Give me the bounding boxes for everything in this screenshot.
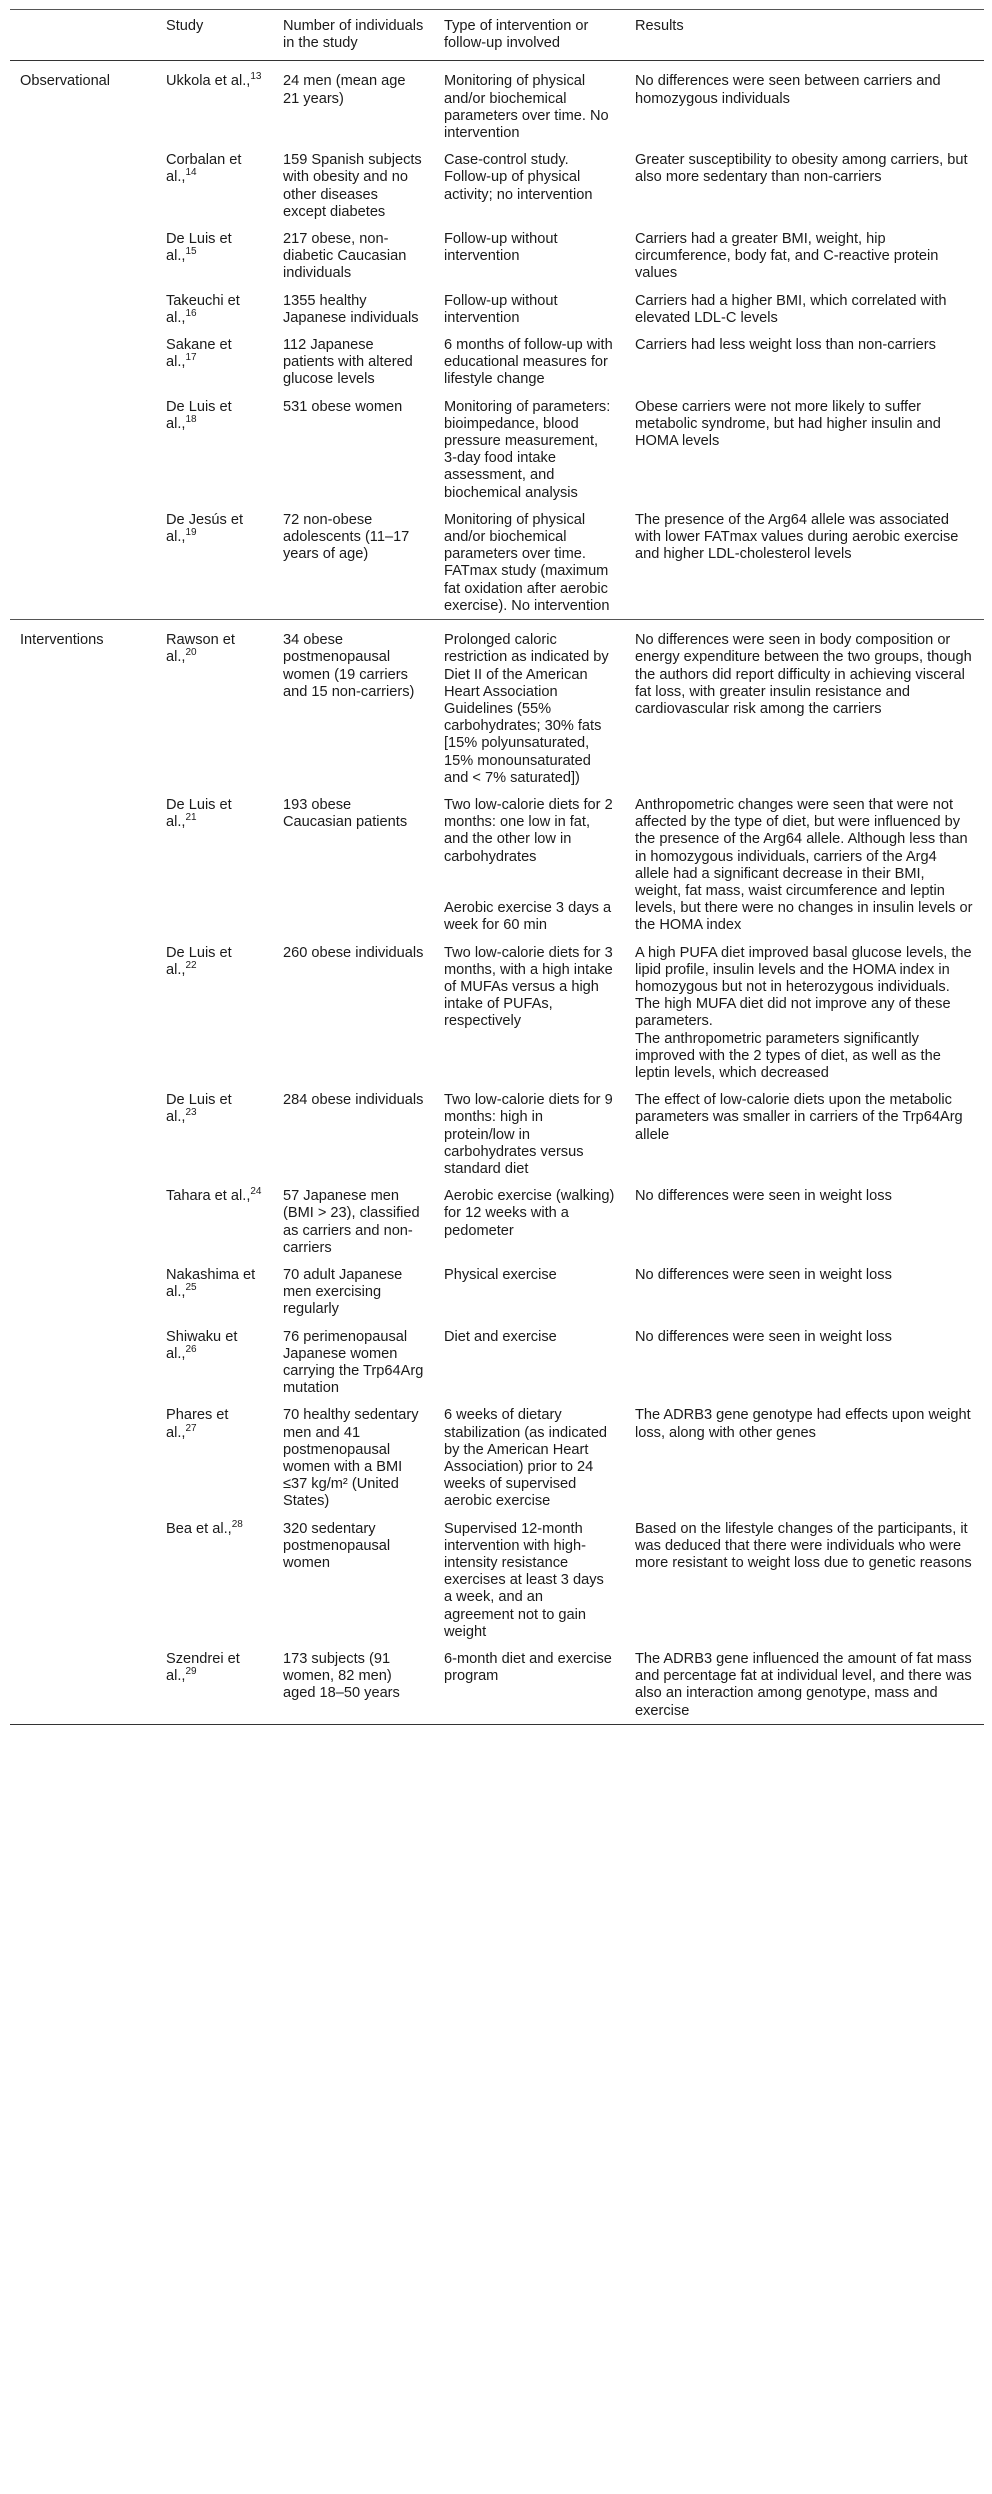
results-cell: [625, 61, 984, 146]
reference-number: 17: [185, 352, 197, 364]
study-name: Bea et al.,: [166, 1520, 232, 1537]
table-row: [10, 1515, 984, 1645]
results-cell: [625, 1323, 984, 1402]
individuals-cell: 173 subjects (91 women, 82 men) aged 18–50 years: [283, 1651, 400, 1702]
study-name: Shiwaku et al.,: [166, 1328, 238, 1362]
study-cell: [156, 287, 273, 331]
individuals-cell: 76 perimenopausal Japanese women carrying the Trp64Arg mutation: [283, 1328, 424, 1397]
table-row: [10, 146, 984, 225]
table-row: [10, 393, 984, 506]
study-name: Ukkola et al.,: [166, 73, 251, 90]
reference-number: 19: [185, 527, 197, 539]
table-row: [10, 506, 984, 620]
group-label: [10, 1261, 156, 1323]
intervention-cell: [434, 225, 625, 287]
table-row: [10, 287, 984, 331]
reference-number: 23: [185, 1107, 197, 1119]
individuals-cell: 260 obese individuals: [283, 944, 424, 961]
header-group: [10, 10, 156, 61]
results-cell: [625, 1086, 984, 1182]
reference-number: 20: [185, 647, 197, 659]
group-label: [10, 791, 156, 939]
intervention-cell: [434, 506, 625, 620]
results-text: No differences were seen in body composition or energy expenditure between the two groups, though the authors did report difficulty in achieving visceral fat loss, with greater insulin resistance and cardiovascular risk among the carriers: [635, 632, 972, 717]
reference-number: 26: [185, 1343, 197, 1355]
study-name: De Luis et al.,: [166, 1092, 232, 1126]
results-cell: [625, 1645, 984, 1724]
individuals-cell: 70 adult Japanese men exercising regularly: [283, 1267, 403, 1318]
group-label: [10, 1645, 156, 1724]
header-study: Study: [166, 18, 204, 34]
results-cell: [625, 1261, 984, 1323]
study-name: De Luis et al.,: [166, 231, 232, 265]
results-text: A high PUFA diet improved basal glucose levels, the lipid profile, insulin levels and the HOMA index in homozygous but not in heterozygous individuals. The high MUFA diet did not improve any of these parameters.: [635, 944, 972, 1030]
intervention-cell: [434, 1182, 625, 1261]
reference-number: 24: [250, 1186, 262, 1198]
intervention-cell: [434, 287, 625, 331]
study-name: Rawson et al.,: [166, 632, 235, 666]
group-label: [10, 939, 156, 1087]
results-text: Based on the lifestyle changes of the participants, it was deduced that there were individuals who were more resistant to weight loss due to genetic reasons: [635, 1520, 972, 1572]
study-cell: [156, 1323, 273, 1402]
study-name: Phares et al.,: [166, 1407, 229, 1441]
group-label: [10, 1401, 156, 1514]
table-row: [10, 61, 984, 146]
group-label: [10, 1515, 156, 1645]
results-text: Carriers had a higher BMI, which correlated with elevated LDL-C levels: [635, 292, 947, 326]
individuals-cell: 159 Spanish subjects with obesity and no other diseases except diabetes: [283, 152, 422, 220]
results-cell: [625, 1401, 984, 1514]
intervention-cell: [434, 393, 625, 506]
group-label: [10, 1086, 156, 1182]
table-row: [10, 1086, 984, 1182]
results-text: Carriers had a greater BMI, weight, hip circumference, body fat, and C-reactive protein values: [635, 231, 939, 282]
results-text: No differences were seen in weight loss: [635, 1267, 892, 1283]
intervention-text: Two low-calorie diets for 2 months: one low in fat, and the other low in carbohydrates: [444, 796, 613, 865]
intervention-cell: [434, 146, 625, 225]
individuals-cell: 34 obese postmenopausal women (19 carriers and 15 non-carriers): [283, 632, 415, 700]
results-text: Obese carriers were not more likely to suffer metabolic syndrome, but had higher insulin and HOMA levels: [635, 398, 941, 450]
intervention-text: Monitoring of physical and/or biochemical parameters over time. FATmax study (maximum fat oxidation after aerobic exercise). No intervention: [444, 511, 610, 614]
results-cell: [625, 393, 984, 506]
reference-number: 25: [185, 1282, 197, 1294]
intervention-cell: [434, 1401, 625, 1514]
study-cell: [156, 506, 273, 620]
study-cell: [156, 393, 273, 506]
intervention-text: Monitoring of parameters: bioimpedance, blood pressure measurement, 3-day food intake assessment, and biochemical analysis: [444, 398, 611, 501]
results-cell: [625, 791, 984, 939]
reference-number: 18: [185, 414, 197, 425]
table-row: [10, 1645, 984, 1724]
group-label: Observational: [20, 73, 111, 90]
intervention-cell: [434, 1323, 625, 1402]
studies-table-container: [10, 9, 984, 1725]
individuals-cell: 217 obese, non-diabetic Caucasian individuals: [283, 231, 407, 282]
results-cell: [625, 225, 984, 287]
group-label: [10, 1323, 156, 1402]
study-name: Szendrei et al.,: [166, 1651, 240, 1685]
study-cell: [156, 939, 273, 1087]
intervention-cell: [434, 331, 625, 393]
individuals-cell: 24 men (mean age 21 years): [283, 73, 406, 107]
individuals-cell: 284 obese individuals: [283, 1092, 424, 1109]
intervention-text: Two low-calorie diets for 3 months, with a high intake of MUFAs versus a high intake of PUFAs, respectively: [444, 944, 613, 1030]
reference-number: 13: [250, 71, 262, 83]
reference-number: 16: [185, 307, 197, 319]
table-row: [10, 791, 984, 939]
intervention-cell: [434, 1515, 625, 1645]
reference-number: 28: [231, 1518, 243, 1530]
individuals-cell: 112 Japanese patients with altered glucose levels: [283, 337, 413, 388]
individuals-cell: 193 obese Caucasian patients: [283, 796, 408, 831]
results-cell: [625, 1515, 984, 1645]
reference-number: 27: [185, 1422, 197, 1434]
intervention-cell: [434, 939, 625, 1087]
intervention-text: Case-control study. Follow-up of physical activity; no intervention: [444, 152, 593, 203]
study-name: De Luis et al.,: [166, 796, 232, 831]
study-name: De Luis et al.,: [166, 398, 232, 432]
study-cell: [156, 61, 273, 146]
study-name: Nakashima et al.,: [166, 1267, 256, 1301]
group-label: [10, 331, 156, 393]
results-cell: [625, 287, 984, 331]
results-text: No differences were seen in weight loss: [635, 1328, 892, 1345]
intervention-cell: [434, 1261, 625, 1323]
table-row: [10, 225, 984, 287]
intervention-text: Physical exercise: [444, 1267, 557, 1283]
study-cell: [156, 1182, 273, 1261]
individuals-cell: 531 obese women: [283, 398, 403, 415]
intervention-text: Aerobic exercise (walking) for 12 weeks with a pedometer: [444, 1188, 615, 1239]
header-results: Results: [635, 18, 684, 34]
study-cell: [156, 1401, 273, 1514]
study-cell: [156, 1261, 273, 1323]
intervention-text: 6 months of follow-up with educational measures for lifestyle change: [444, 337, 613, 388]
group-label: [10, 1182, 156, 1261]
group-label: [10, 287, 156, 331]
intervention-text: Two low-calorie diets for 9 months: high in protein/low in carbohydrates versus standard diet: [444, 1092, 613, 1177]
table-header: [10, 10, 984, 61]
reference-number: 21: [185, 812, 197, 824]
study-name: Tahara et al.,: [166, 1188, 251, 1205]
individuals-cell: 70 healthy sedentary men and 41 postmenopausal women with a BMI ≤37 kg/m² (United States): [283, 1407, 419, 1510]
individuals-cell: 1355 healthy Japanese individuals: [283, 292, 419, 326]
intervention-text: Diet and exercise: [444, 1328, 557, 1345]
intervention-text: 6 weeks of dietary stabilization (as indicated by the American Heart Association) prior to 24 weeks of supervised aerobic exercise: [444, 1407, 608, 1510]
table-body: [10, 61, 984, 1724]
results-cell: [625, 620, 984, 791]
study-cell: [156, 146, 273, 225]
intervention-text-secondary: Aerobic exercise 3 days a week for 60 min: [444, 899, 612, 933]
study-name: Sakane et al.,: [166, 337, 232, 371]
reference-number: 22: [185, 959, 197, 971]
individuals-cell: 320 sedentary postmenopausal women: [283, 1520, 391, 1572]
intervention-text: 6-month diet and exercise program: [444, 1651, 612, 1685]
results-cell: [625, 1182, 984, 1261]
study-name: De Luis et al.,: [166, 944, 232, 978]
header-intervention: Type of intervention or follow-up involved: [444, 18, 589, 52]
results-cell: [625, 506, 984, 620]
table-row: [10, 1401, 984, 1514]
intervention-text: Follow-up without intervention: [444, 292, 558, 326]
study-name: Takeuchi et al.,: [166, 292, 240, 326]
intervention-text: Prolonged caloric restriction as indicated by Diet II of the American Heart Association Guidelines (55% carbohydrates; 30% fats [15% polyunsaturated, 15% monounsaturated and < 7% saturated]): [444, 632, 609, 786]
results-text: The effect of low-calorie diets upon the metabolic parameters was smaller in carriers of the Trp64Arg allele: [635, 1092, 963, 1143]
results-text: The presence of the Arg64 allele was associated with lower FATmax values during aerobic exercise and higher LDL-cholesterol levels: [635, 511, 959, 563]
reference-number: 14: [185, 167, 197, 179]
individuals-cell: 72 non-obese adolescents (11–17 years of age): [283, 511, 410, 563]
study-cell: [156, 1086, 273, 1182]
study-cell: [156, 620, 273, 791]
table-row: [10, 939, 984, 1087]
table-row: [10, 1261, 984, 1323]
header-individuals: Number of individuals in the study: [283, 18, 424, 52]
results-text-secondary: The anthropometric parameters significantly improved with the 2 types of diet, as well as the leptin levels, which decreased: [635, 1030, 941, 1081]
intervention-text: Follow-up without intervention: [444, 231, 558, 265]
intervention-cell: [434, 61, 625, 146]
table-row: [10, 1182, 984, 1261]
reference-number: 29: [185, 1666, 197, 1678]
results-cell: [625, 146, 984, 225]
results-text: Anthropometric changes were seen that were not affected by the type of diet, but were influenced by the presence of the Arg64 allele. Although less than in homozygous individuals, carriers of the Arg4 allele had a significant decrease in their BMI, weight, fat mass, waist circumference and leptin levels, but there were no changes in insulin levels or the HOMA index: [635, 796, 973, 934]
reference-number: 15: [185, 246, 197, 258]
intervention-cell: [434, 1645, 625, 1724]
intervention-cell: [434, 1086, 625, 1182]
study-cell: [156, 225, 273, 287]
study-cell: [156, 791, 273, 939]
intervention-cell: [434, 620, 625, 791]
group-label: Interventions: [20, 632, 104, 649]
study-cell: [156, 1515, 273, 1645]
study-cell: [156, 1645, 273, 1724]
results-text: No differences were seen in weight loss: [635, 1188, 892, 1205]
intervention-cell: [434, 791, 625, 939]
results-text: The ADRB3 gene genotype had effects upon weight loss, along with other genes: [635, 1407, 971, 1441]
study-cell: [156, 331, 273, 393]
table-row: [10, 1323, 984, 1402]
results-text: No differences were seen between carriers and homozygous individuals: [635, 73, 941, 107]
intervention-text: Monitoring of physical and/or biochemical parameters over time. No intervention: [444, 73, 609, 142]
table-row: [10, 331, 984, 393]
results-cell: [625, 939, 984, 1087]
results-text: Carriers had less weight loss than non-carriers: [635, 337, 936, 354]
table-row: [10, 620, 984, 791]
results-cell: [625, 331, 984, 393]
results-text: Greater susceptibility to obesity among carriers, but also more sedentary than non-carriers: [635, 152, 968, 186]
individuals-cell: 57 Japanese men (BMI > 23), classified as carriers and non-carriers: [283, 1188, 420, 1256]
group-label: [10, 146, 156, 225]
studies-table: [10, 9, 984, 1725]
study-name: De Jesús et al.,: [166, 511, 244, 546]
intervention-text: Supervised 12-month intervention with high-intensity resistance exercises at least 3 days a week, and an agreement not to gain weight: [444, 1520, 604, 1640]
group-label: [10, 506, 156, 620]
results-text: The ADRB3 gene influenced the amount of fat mass and percentage fat at individual level, and there was also an interaction among genotype, mass and exercise: [635, 1651, 972, 1719]
group-label: [10, 225, 156, 287]
study-name: Corbalan et al.,: [166, 152, 242, 186]
group-label: [10, 393, 156, 506]
